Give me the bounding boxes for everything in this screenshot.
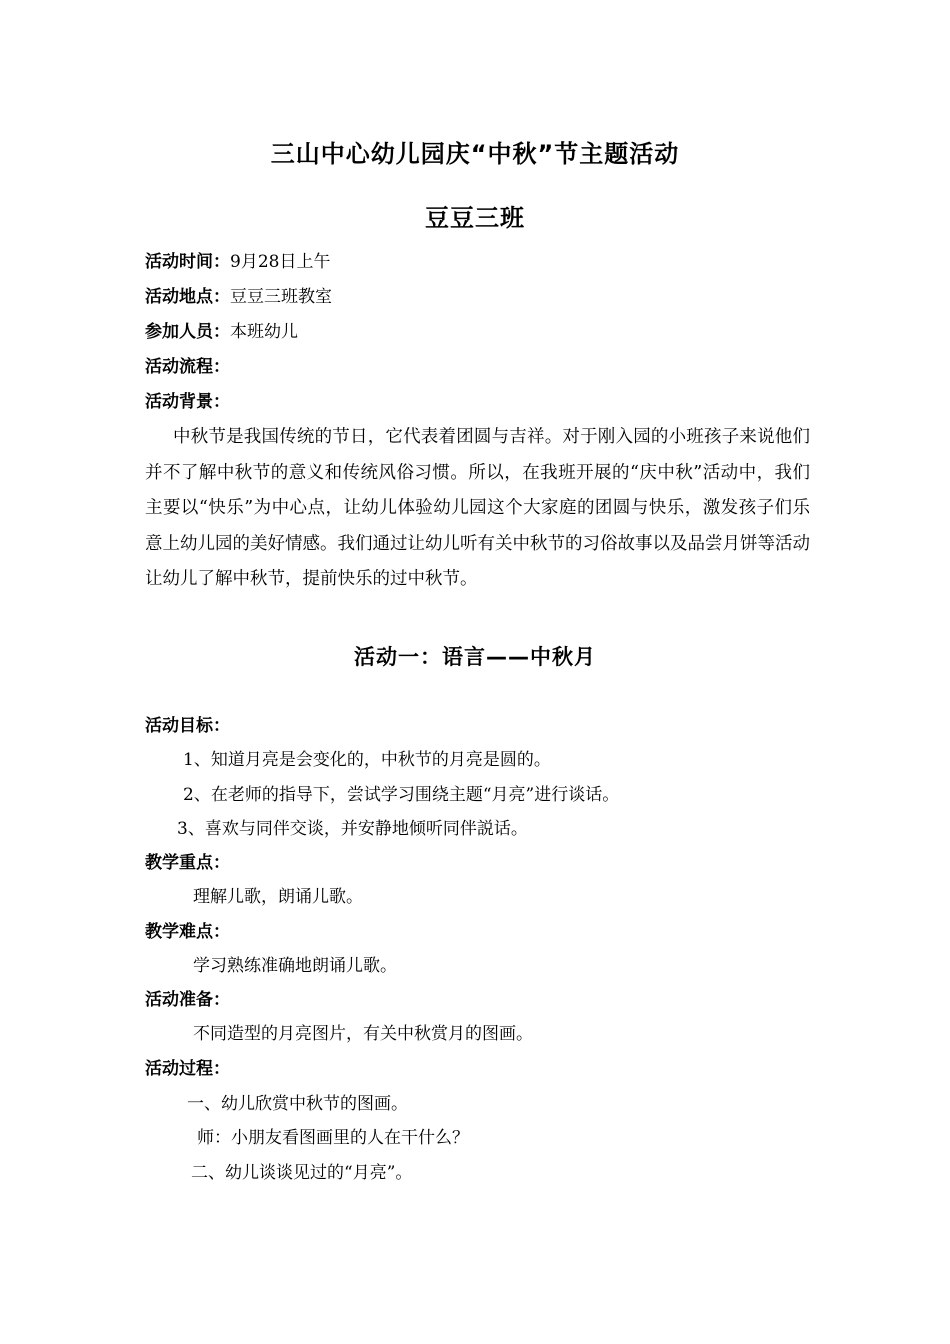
activity-place-value: 豆豆三班教室 — [230, 287, 332, 307]
activity-place-row — [145, 285, 332, 309]
participants-value: 本班幼儿 — [230, 322, 298, 342]
goal-item: 3、喜欢与同伴交谈，并安静地倾听同伴説话。 — [177, 819, 528, 839]
activity-time-label: 活动时间： — [145, 252, 230, 272]
preparation-label: 活动准备： — [145, 990, 230, 1010]
goals-label: 活动目标： — [145, 716, 230, 736]
activity-one-heading: 活动一：语言——中秋月 — [354, 645, 596, 669]
goal-item: 1、知道月亮是会变化的，中秋节的月亮是圆的。 — [183, 750, 551, 770]
process-label: 活动过程： — [145, 1059, 230, 1079]
activity-background-text: 中秋节是我国传统的节日，它代表着团圆与吉祥。对于刚入园的小班孩子来说他们并不了解中秋节的意义和传统风俗习惯。所以，在我班开展的“庆中秋”活动中，我们主要以“快乐”为中心点，让幼儿体验幼儿园这个大家庭的团圆与快乐，激发孩子们乐意上幼儿园的美好情感。我们通过让幼儿听有关中秋节的习俗故事以及品尝月饼等活动让幼儿了解中秋节，提前快乐的过中秋节。 — [145, 427, 810, 589]
process-step: 师：小朋友看图画里的人在干什么？ — [197, 1128, 469, 1148]
process-step: 二、幼儿谈谈见过的“月亮”。 — [191, 1163, 413, 1183]
participants-label: 参加人员： — [145, 322, 230, 342]
document-title: 三山中心幼儿园庆“中秋”节主题活动 — [270, 140, 680, 168]
goal-item: 2、在老师的指导下，尝试学习围绕主题“月亮”进行谈话。 — [183, 785, 620, 805]
participants-row — [145, 320, 298, 344]
preparation-text: 不同造型的月亮图片，有关中秋赏月的图画。 — [193, 1024, 533, 1044]
teaching-key-text: 理解儿歌，朗诵儿歌。 — [193, 887, 363, 907]
activity-flow-label: 活动流程： — [145, 357, 230, 377]
teaching-difficulty-label: 教学难点： — [145, 922, 230, 942]
teaching-difficulty-text: 学习熟练准确地朗诵儿歌。 — [193, 956, 397, 976]
activity-place-label: 活动地点： — [145, 287, 230, 307]
activity-background-label: 活动背景： — [145, 392, 230, 412]
class-name-heading: 豆豆三班 — [425, 204, 525, 232]
activity-time-row — [145, 250, 330, 274]
process-step: 一、幼儿欣赏中秋节的图画。 — [187, 1094, 408, 1114]
teaching-key-label: 教学重点： — [145, 853, 230, 873]
activity-time-value: 9月28日上午 — [230, 252, 331, 272]
